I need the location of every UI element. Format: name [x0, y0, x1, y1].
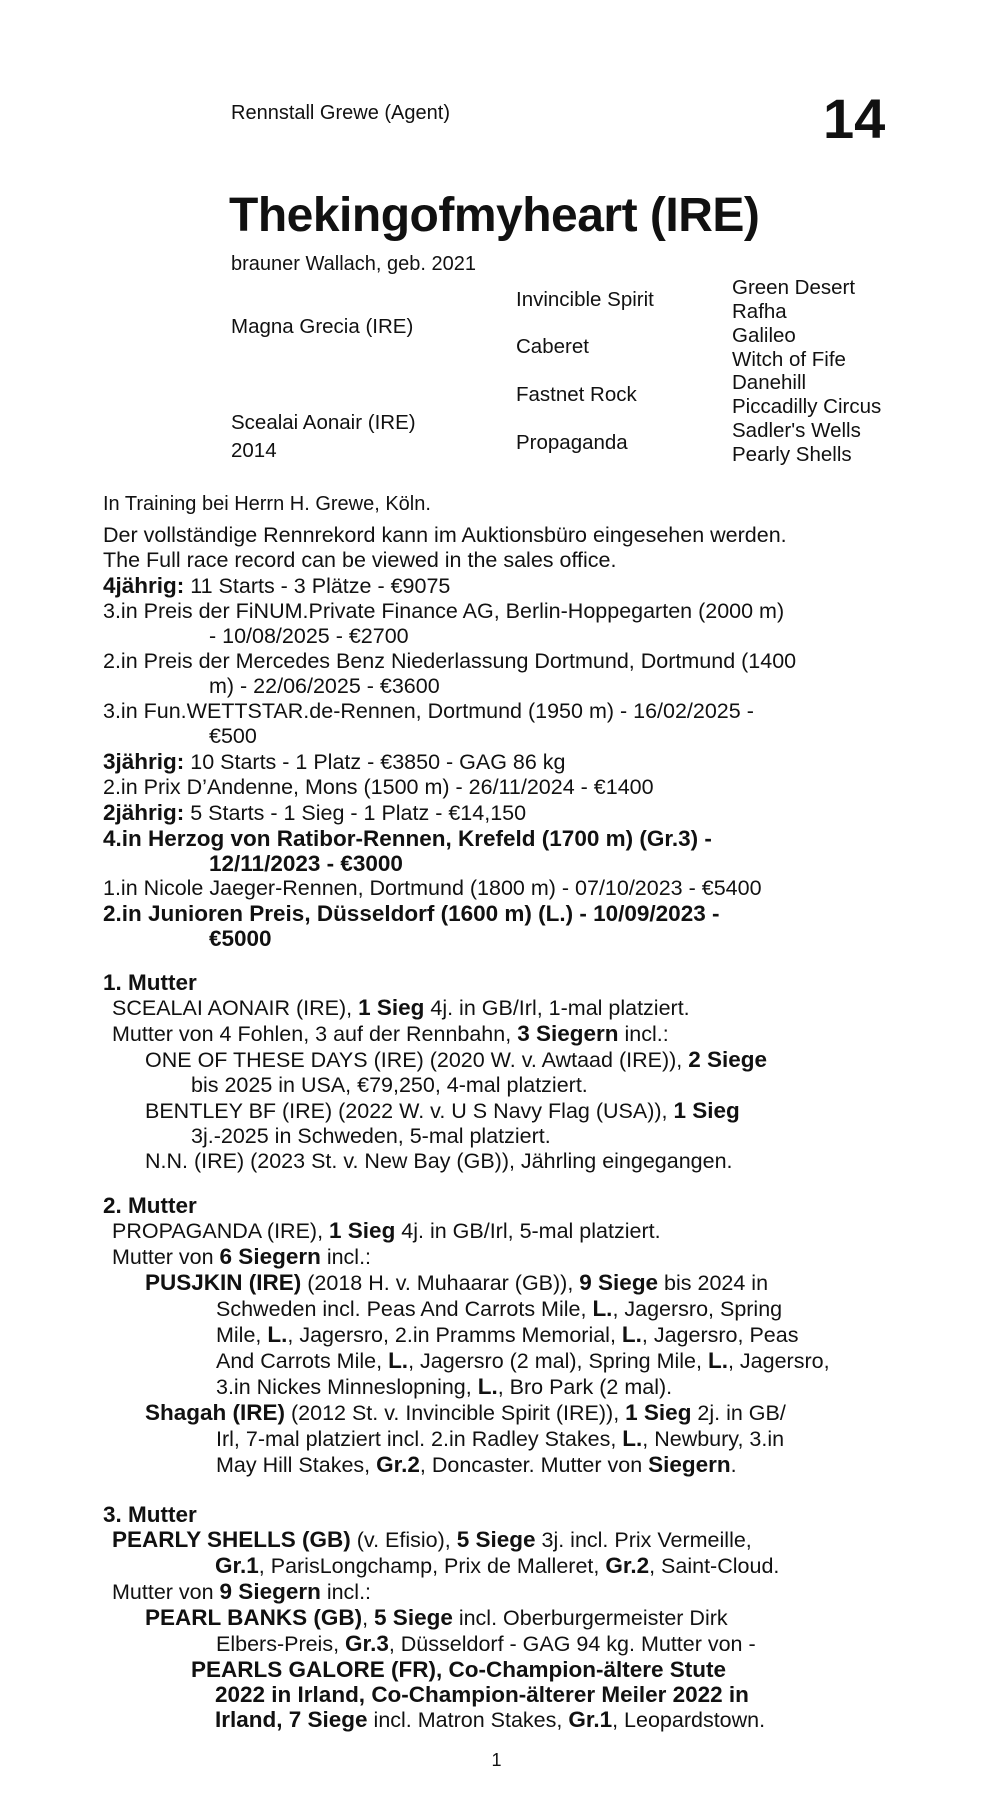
- offspring-cont: Mile, L., Jagersro, 2.in Pramms Memorial, L., Jagersro, Peas: [216, 1322, 799, 1347]
- offspring-cont: Schweden incl. Peas And Carrots Mile, L., Jagersro, Spring: [216, 1296, 783, 1321]
- offspring-cont: 3j.-2025 in Schweden, 5-mal platziert.: [191, 1124, 551, 1148]
- lot-number: 14: [823, 87, 886, 150]
- great-8: Pearly Shells: [732, 443, 852, 466]
- second-dam-section: [103, 1193, 898, 1478]
- offspring-line: PUSJKIN (IRE) (2018 H. v. Muhaarar (GB)), 9 Siege bis 2024 in: [145, 1270, 769, 1295]
- grand-offspring-cont: Irland, 7 Siege incl. Matron Stakes, Gr.1, Leopardstown.: [215, 1707, 766, 1732]
- grand-offspring-cont: 2022 in Irland, Co-Champion-älterer Meiler 2022 in: [215, 1682, 749, 1707]
- sire-sire: Invincible Spirit: [516, 288, 654, 311]
- third-dam-cont: Gr.1, ParisLongchamp, Prix de Malleret, Gr.2, Saint-Cloud.: [215, 1553, 780, 1578]
- offspring-cont: Elbers-Preis, Gr.3, Düsseldorf - GAG 94 kg. Mutter von -: [216, 1631, 756, 1656]
- sire-dam: Caberet: [516, 335, 589, 358]
- third-dam-section: [103, 1502, 898, 1733]
- first-dam-line: SCEALAI AONAIR (IRE), 1 Sieg 4j. in GB/Irl, 1-mal platziert.: [112, 995, 690, 1020]
- first-dam-produce: Mutter von 4 Fohlen, 3 auf der Rennbahn, 3 Siegern incl.:: [112, 1021, 669, 1046]
- offspring-line: Shagah (IRE) (2012 St. v. Invincible Spirit (IRE)), 1 Sieg 2j. in GB/: [145, 1400, 786, 1425]
- great-6: Piccadilly Circus: [732, 395, 882, 418]
- offspring-line: BENTLEY BF (IRE) (2022 W. v. U S Navy Flag (USA)), 1 Sieg: [145, 1098, 740, 1123]
- second-dam-line: PROPAGANDA (IRE), 1 Sieg 4j. in GB/Irl, 5-mal platziert.: [112, 1218, 661, 1243]
- horse-name: Thekingofmyheart (IRE): [229, 189, 760, 242]
- dam-sire: Fastnet Rock: [516, 383, 637, 406]
- first-dam-section: [103, 970, 898, 1174]
- third-dam-line: PEARLY SHELLS (GB) (v. Efisio), 5 Siege 3j. incl. Prix Vermeille,: [112, 1527, 752, 1552]
- age3-summary: 3jährig: 10 Starts - 1 Platz - €3850 - GAG 86 kg: [103, 749, 566, 774]
- offspring-line: ONE OF THESE DAYS (IRE) (2020 W. v. Awtaad (IRE)), 2 Siege: [145, 1047, 768, 1072]
- record-note-de: Der vollständige Rennrekord kann im Auktionsbüro eingesehen werden.: [103, 523, 787, 547]
- race-entry: 2.in Preis der Mercedes Benz Niederlassung Dortmund, Dortmund (1400: [103, 649, 797, 673]
- offspring-cont: May Hill Stakes, Gr.2, Doncaster. Mutter von Siegern.: [216, 1452, 737, 1477]
- race-entry-cont: €5000: [209, 926, 272, 951]
- second-dam-heading: 2. Mutter: [103, 1193, 197, 1218]
- race-entry-highlight: 4.in Herzog von Ratibor-Rennen, Krefeld (1700 m) (Gr.3) -: [103, 826, 712, 851]
- dam: Scealai Aonair (IRE): [231, 411, 416, 434]
- age2-summary: 2jährig: 5 Starts - 1 Sieg - 1 Platz - €14,150: [103, 800, 527, 825]
- great-5: Danehill: [732, 371, 807, 394]
- race-entry-cont: - 10/08/2025 - €2700: [209, 624, 409, 648]
- offspring-cont: And Carrots Mile, L., Jagersro (2 mal), Spring Mile, L., Jagersro,: [216, 1348, 830, 1373]
- second-dam-produce: Mutter von 6 Siegern incl.:: [112, 1244, 372, 1269]
- first-dam-heading: 1. Mutter: [103, 970, 197, 995]
- race-entry: 3.in Preis der FiNUM.Private Finance AG, Berlin-Hoppegarten (2000 m): [103, 599, 785, 623]
- great-4: Witch of Fife: [732, 348, 846, 371]
- race-entry-cont: m) - 22/06/2025 - €3600: [209, 674, 440, 698]
- record-note-en: The Full race record can be viewed in the sales office.: [103, 548, 617, 572]
- training-note: In Training bei Herrn H. Grewe, Köln.: [103, 493, 431, 515]
- race-entry-cont: 12/11/2023 - €3000: [209, 851, 403, 876]
- great-7: Sadler's Wells: [732, 419, 861, 442]
- page-number: 1: [491, 1750, 502, 1770]
- horse-description: brauner Wallach, geb. 2021: [231, 253, 476, 275]
- consignor: Rennstall Grewe (Agent): [231, 102, 450, 124]
- race-entry-cont: €500: [209, 724, 257, 748]
- dam-dam: Propaganda: [516, 431, 628, 454]
- offspring-line: N.N. (IRE) (2023 St. v. New Bay (GB)), Jährling eingegangen.: [145, 1149, 733, 1173]
- race-entry-highlight: 2.in Junioren Preis, Düsseldorf (1600 m) (L.) - 10/09/2023 -: [103, 901, 720, 926]
- grand-offspring-line: PEARLS GALORE (FR), Co-Champion-ältere Stute: [191, 1657, 727, 1682]
- race-entry: 1.in Nicole Jaeger-Rennen, Dortmund (1800 m) - 07/10/2023 - €5400: [103, 876, 762, 900]
- offspring-line: PEARL BANKS (GB), 5 Siege incl. Oberburgermeister Dirk: [145, 1605, 728, 1630]
- offspring-cont: 3.in Nickes Minneslopning, L., Bro Park (2 mal).: [216, 1374, 673, 1399]
- third-dam-produce: Mutter von 9 Siegern incl.:: [112, 1579, 372, 1604]
- great-1: Green Desert: [732, 276, 856, 299]
- race-record: [103, 523, 898, 951]
- race-entry: 2.in Prix D’Andenne, Mons (1500 m) - 26/11/2024 - €1400: [103, 775, 654, 799]
- great-3: Galileo: [732, 324, 796, 347]
- race-entry: 3.in Fun.WETTSTAR.de-Rennen, Dortmund (1950 m) - 16/02/2025 -: [103, 699, 754, 723]
- offspring-cont: Irl, 7-mal platziert incl. 2.in Radley Stakes, L., Newbury, 3.in: [216, 1426, 785, 1451]
- dam-year: 2014: [231, 439, 277, 462]
- third-dam-heading: 3. Mutter: [103, 1502, 197, 1527]
- great-2: Rafha: [732, 300, 787, 323]
- offspring-cont: bis 2025 in USA, €79,250, 4-mal platziert.: [191, 1073, 588, 1097]
- age4-summary: 4jährig: 11 Starts - 3 Plätze - €9075: [103, 573, 451, 598]
- sire: Magna Grecia (IRE): [231, 315, 414, 338]
